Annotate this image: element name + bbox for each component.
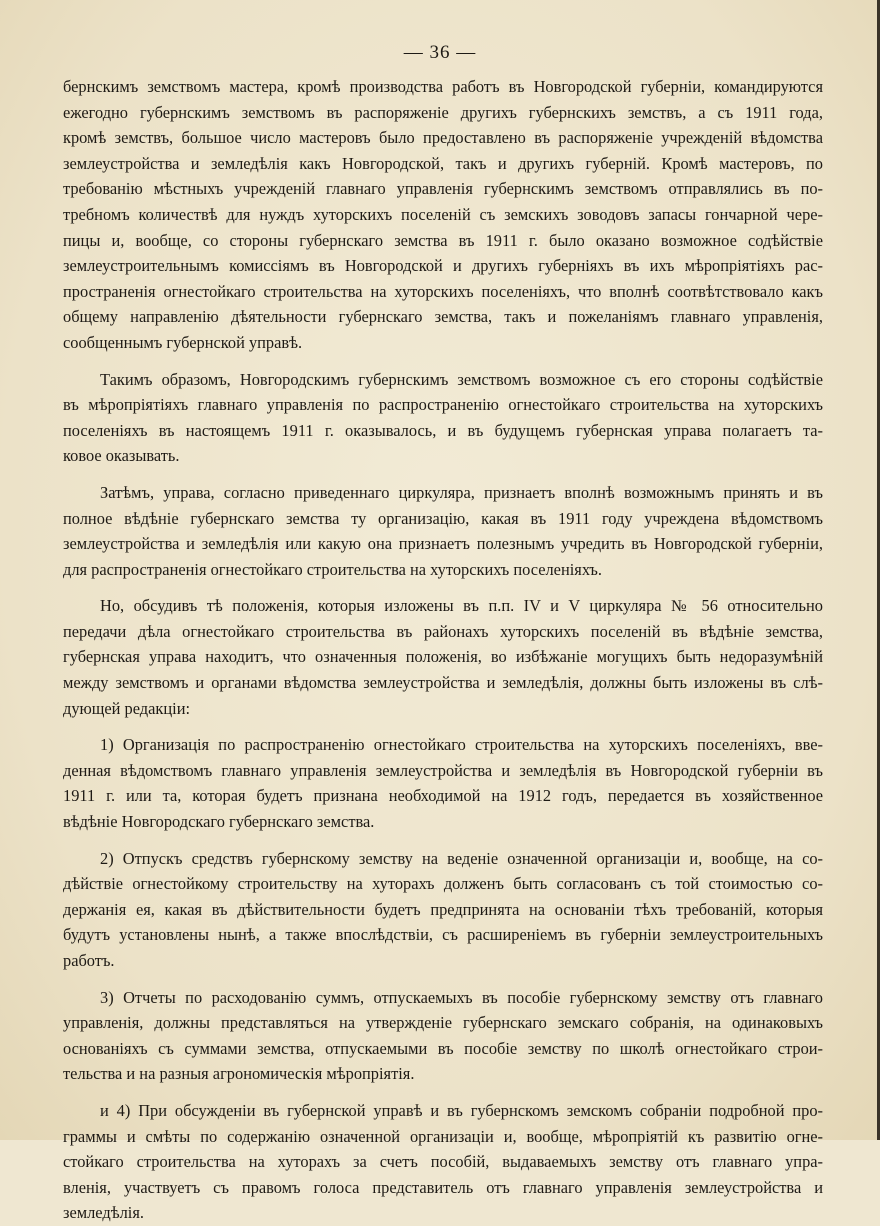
text-line: будутъ установлены нынѣ, а также впослѣдствіи, съ расширеніемъ въ губерніи землеустроительныхъ [63,925,823,945]
text-line: землеустройства и земледѣлія какъ Новгородской, такъ и другихъ губерній. Кромѣ мастеровъ, по [63,153,823,173]
text-line: Такимъ образомъ, Новгородскимъ губернскимъ земствомъ возможное съ его стороны содѣйствіе [100,369,823,389]
text-line: сообщеннымъ губернской управѣ. [63,332,303,352]
text-line: землеустроительнымъ комиссіямъ въ Новгородской и другихъ губерніяхъ въ ихъ мѣропріятіяхъ рас- [63,256,823,276]
text-line: вленія, участвуетъ съ правомъ голоса представитель отъ главнаго управленія землеустройства и [63,1177,823,1197]
text-line: вѣдѣніе Новгородскаго губернскаго земства. [63,812,375,832]
text-line: требованію мѣстныхъ учрежденій главнаго управленія губернскимъ земствомъ отправлялись въ по- [63,179,823,199]
text-line: дующей редакціи: [63,698,191,718]
paragraph [63,846,823,974]
text-line: 1) Организація по распространенію огнестойкаго строительства на хуторскихъ поселеніяхъ, вве- [100,735,823,755]
text-line: передачи дѣла огнестойкаго строительства въ районахъ хуторскихъ поселеній въ вѣдѣніе земства, [63,621,823,641]
text-line: ежегодно губернскимъ земствомъ въ распоряженіе другихъ губернскихъ земствъ, а съ 1911 года, [63,102,823,122]
text-line: держанія ея, какая въ дѣйствительности будетъ предпринята на основаніи тѣхъ требованій, которыя [63,899,823,919]
text-line: дѣйствіе огнестойкому строительству на хуторахъ долженъ быть согласованъ съ той стоимостью со- [63,874,823,894]
text-line: денная вѣдомствомъ главнаго управленія землеустройства и земледѣлія въ Новгородской губерніи въ [63,760,823,780]
text-line: 2) Отпускъ средствъ губернскому земству на веденіе означенной организаціи и, вообще, на со- [100,848,823,868]
page-number: — 36 — [403,42,477,63]
text-line: между земствомъ и органами вѣдомства землеустройства и земледѣлія, должны быть изложены въ слѣ- [63,673,823,693]
text-line: работъ. [63,951,115,970]
text-line: поселеніяхъ въ настоящемъ 1911 г. оказывалось, и въ будущемъ губернская управа полагаетъ та- [63,420,823,440]
text-line: тельства и на разныя агрономическія мѣропріятія. [63,1064,415,1084]
paragraph [63,593,823,721]
text-line: и 4) При обсужденіи въ губернской управѣ и въ губернскомъ земскомъ собраніи подробной про- [100,1100,823,1120]
text-line: основаніяхъ съ суммами земства, отпускаемыми въ пособіе земству по школѣ огнестойкаго строи- [63,1038,823,1058]
text-line: землеустройства и земледѣлія или какую она признаетъ полезнымъ учредить въ Новгородской губерніи, [63,534,823,554]
paragraph [63,1098,823,1226]
text-line: земледѣлія. [63,1203,144,1223]
text-line: стойкаго строительства на хуторахъ за счетъ пособій, выдаваемыхъ земству отъ главнаго упра- [63,1152,823,1172]
text-line: требномъ количествѣ для нуждъ хуторскихъ поселеній съ земскихъ зоводовъ запасы гончарной чере- [63,204,823,224]
text-line: бернскимъ земствомъ мастера, кромѣ производства работъ въ Новгородской губерніи, командируются [63,77,823,96]
paragraph [63,985,823,1087]
text-line: граммы и смѣты по содержанію означенной организаціи и, вообще, мѣропріятій къ развитію огне- [63,1126,823,1146]
text-line: управленія, должны представляться на утвержденіе губернскаго земскаго собранія, на одинаковыхъ [63,1013,823,1033]
text-line: Но, обсудивъ тѣ положенія, которыя изложены въ п.п. IV и V циркуляра № 56 относительно [100,596,823,616]
text-line: кромѣ земствъ, большое число мастеровъ было предоставлено въ распоряженіе учрежденій вѣдомства [63,128,823,148]
text-line: въ мѣропріятіяхъ главнаго управленія по распространенію огнестойкаго строительства на хуторскихъ [63,395,823,415]
text-line: губернская управа находитъ, что означенныя положенія, во избѣжаніе могущихъ быть недоразумѣній [63,647,823,667]
text-line: Затѣмъ, управа, согласно приведеннаго циркуляра, признаетъ вполнѣ возможнымъ принять и въ [100,482,823,502]
paragraph [63,74,823,356]
text-line: ковое оказывать. [63,446,180,466]
paragraph [63,732,823,834]
text-line: 3) Отчеты по расходованію суммъ, отпускаемыхъ въ пособіе губернскому земству отъ главнаго [100,987,823,1007]
body-text [63,74,823,1226]
text-line: пицы и, вообще, со стороны губернскаго земства въ 1911 г. было оказано возможное содѣйствіе [63,230,823,250]
paragraph [63,480,823,582]
text-line: для распространенія огнестойкаго строительства на хуторскихъ поселеніяхъ. [63,559,602,579]
text-line: общему направленію дѣятельности губернскаго земства, такъ и пожеланіямъ главнаго управленія, [63,307,823,327]
text-line: полное вѣдѣніе губернскаго земства ту организацію, какая въ 1911 году учреждена вѣдомствомъ [63,508,823,528]
text-line: пространенія огнестойкаго строительства на хуторскихъ поселеніяхъ, что вполнѣ соотвѣтствовало какъ [63,281,823,301]
text-line: 1911 г. или та, которая будетъ признана необходимой на 1912 годъ, передается въ хозяйственное [63,786,823,806]
paragraph [63,367,823,469]
